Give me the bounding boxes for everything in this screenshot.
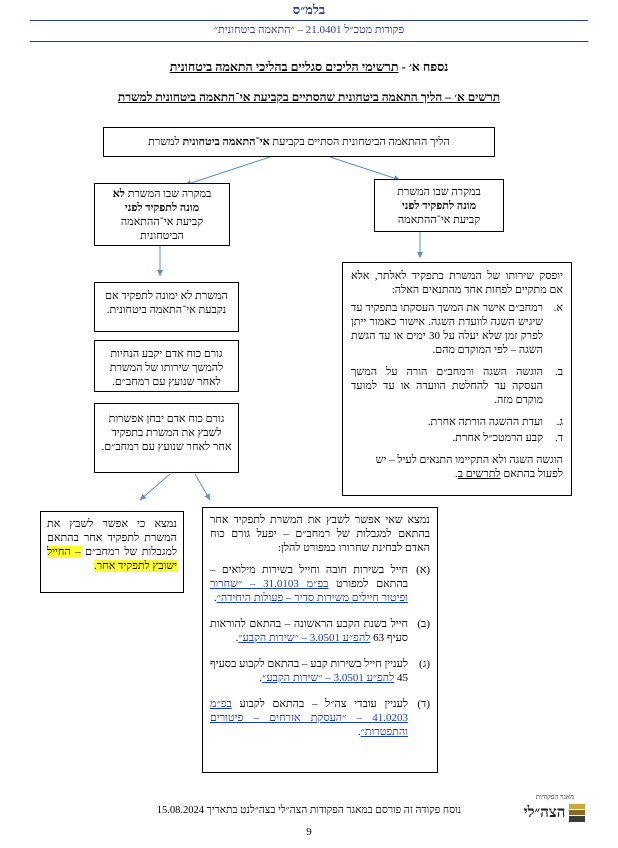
discharge-tail: .: [235, 632, 239, 644]
appendix-label: נספח א׳ -: [401, 60, 449, 74]
appointed-pre: במקרה שבו המשרת: [397, 186, 481, 198]
reassign-possible-text: נמצא כי אפשר לשבץ את המשרת לתפקיד אחר בהתאם למגבלות של רמחב״ם: [47, 518, 177, 558]
book-stack-icon: [568, 802, 586, 824]
discharge-item: [210, 697, 430, 739]
condition-item: [351, 415, 563, 429]
not-appointed-pre: במקרה שבו המשרת: [124, 188, 212, 200]
order-link[interactable]: להפ״ע 3.0501 – ״שירות הקבע״: [262, 672, 395, 684]
condition-marker: ד.: [554, 432, 563, 444]
discharge-item: [210, 563, 430, 605]
top-box-bold: אי־התאמה ביטחונית: [182, 136, 270, 148]
discharge-list: [210, 563, 430, 739]
header-divider: [30, 20, 588, 21]
page-number: 9: [306, 826, 312, 838]
discharge-text: לעניין עובדי צה״ל – בהתאם לקבוע: [231, 698, 408, 710]
appointed-bold: מונה לתפקיד לפני: [401, 200, 477, 212]
discharge-tail: .: [213, 592, 217, 604]
suspension-outro: [351, 453, 563, 481]
orders-database-logo: [520, 793, 590, 833]
not-appoint-rule-box: המשרת לא ימונה לתפקיד אם נקבעת אי־התאמה ביטחונית.: [94, 282, 239, 332]
condition-item: [351, 301, 563, 357]
reassign-possible-box: [40, 511, 184, 593]
discharge-text: חייל בשירות חובה וחייל בשירות מילואים – בהתאם למפורט: [210, 564, 409, 590]
discharge-text: חייל בשנת הקבע הראשונה – בהתאם להוראות סעיף 63: [210, 618, 408, 644]
chart-b-link[interactable]: לתרשים ב: [457, 468, 501, 480]
top-result-box: [103, 127, 495, 157]
diagram-title: תרשים א׳ – הליך התאמה ביטחונית שהסתיים בקביעת אי־התאמה ביטחונית למשרת: [117, 90, 501, 104]
appendix-title: [0, 60, 618, 75]
arrow-to-bottom-right: [195, 474, 210, 500]
appointed-box: [374, 179, 504, 232]
appendix-heading: תרשימי הליכים סגליים בהליכי התאמה ביטחונית: [169, 60, 399, 74]
condition-marker: א.: [553, 302, 563, 314]
not-appointed-box: [94, 183, 230, 246]
discharge-marker: (ג): [419, 658, 430, 670]
arrow-top-to-left: [185, 157, 270, 185]
top-box-text: הליך ההתאמה הביטחונית הסתיים בקביעת: [269, 136, 450, 148]
not-appointed-bold: לא: [112, 188, 125, 200]
discharge-tail: .: [357, 726, 361, 738]
classification-header: בלמ״ס: [292, 2, 326, 17]
reassign-possible-highlight: – החייל ישובץ לתפקיד אחר.: [47, 546, 177, 572]
condition-item: [351, 365, 563, 407]
discharge-marker: (ד): [417, 698, 430, 710]
order-link[interactable]: להפ״ע 3.0501 – ״שירות הקבע״: [238, 632, 371, 644]
header-divider-2: [30, 41, 588, 42]
outro-text: הוגשה השגה ולא התקיימו התנאים לעיל – יש לפעול בהתאם: [375, 454, 563, 480]
suspension-conditions-box: [342, 262, 572, 496]
condition-text: הוגשה השגה ורמחב״ם הורה על המשך העסקה עד להחלטת הוועדה או עד למועד מוקדם מזה.: [351, 366, 543, 406]
not-appointed-bold2: מונה לתפקיד לפני: [124, 202, 200, 214]
order-link[interactable]: בפ״מ 41.0203 – ״העסקת אזרחים – פיטורים והתפטרות״: [210, 698, 408, 738]
top-box-tail: למשרת: [148, 136, 183, 148]
discharge-marker: (ב): [417, 618, 430, 630]
not-appointed-post: קביעת אי־ההתאמה הביטחונית: [120, 216, 204, 242]
condition-text: ועדת ההשגה הורתה אחרת.: [427, 416, 543, 428]
logo-wordmark: הצה״לי: [523, 804, 566, 821]
discharge-intro: נמצא שאי אפשר לשבץ את המשרת לתפקיד אחר בהתאם למגבלות של רמחב״ם – יפעל גורם כוח האדם לבחינת שחרורו כמפורט להלן:: [210, 514, 430, 554]
discharge-tail: .: [259, 672, 263, 684]
arrow-to-bottom-left: [140, 474, 170, 500]
condition-marker: ב.: [554, 366, 563, 378]
discharge-item: [210, 657, 430, 685]
manpower-guidelines-box: גורם כוח אדם יקבע הנחיות להמשך שירותו של המשרת לאחר שנועץ עם רמחב״ם.: [94, 340, 239, 392]
outro-tail: .: [454, 468, 458, 480]
condition-item: [351, 431, 563, 445]
conditions-list: [351, 301, 563, 445]
appointed-post: קביעת אי־ההתאמה: [397, 214, 481, 226]
arrow-top-to-right: [330, 157, 400, 180]
logo-caption: מאגר הפקודות: [535, 793, 575, 801]
suspension-intro: יופסק שירותו של המשרת בתפקיד לאלתר, אלא אם מתקיים לפחות אחד מהתנאים האלה:: [351, 270, 563, 296]
order-link[interactable]: בפ״מ 31.0103 – ״שחרור ופיטור חיילים משירות סדיר – פעולות היחידה״: [210, 578, 408, 604]
publication-footer: נוסח פקודה זה פורסם במאגר הפקודות הצה״לי בצה״לנט בתאריך 15.08.2024: [156, 805, 462, 816]
discharge-text: לעניין חייל בשירות קבע – בהתאם לקבוע בסעיף 45: [210, 658, 408, 684]
discharge-marker: (א): [416, 564, 430, 576]
condition-text: קבע הרמטכ״ל אחרת.: [452, 432, 543, 444]
reassign-examine-box: גורם כוח אדם יבחן אפשרות לשבץ את המשרת בתפקיד אחר לאחר שנועץ עם רמחב״ם.: [94, 403, 239, 473]
order-subtitle: פקודות מטכ״ל 21.0401 – ״התאמה ביטחונית״: [213, 24, 405, 36]
discharge-options-box: [202, 507, 438, 773]
discharge-item: [210, 617, 430, 645]
condition-text: רמחב״ם אישר את המשך העסקתו בתפקיד עד שיגיש השגה לוועדת השגה. אישור כאמור ייתן לפרק זמן שלא יעלה על 30 ימים או עד הגשת השגה – לפי המוקדם מהם.: [351, 302, 543, 356]
condition-marker: ג.: [556, 416, 563, 428]
